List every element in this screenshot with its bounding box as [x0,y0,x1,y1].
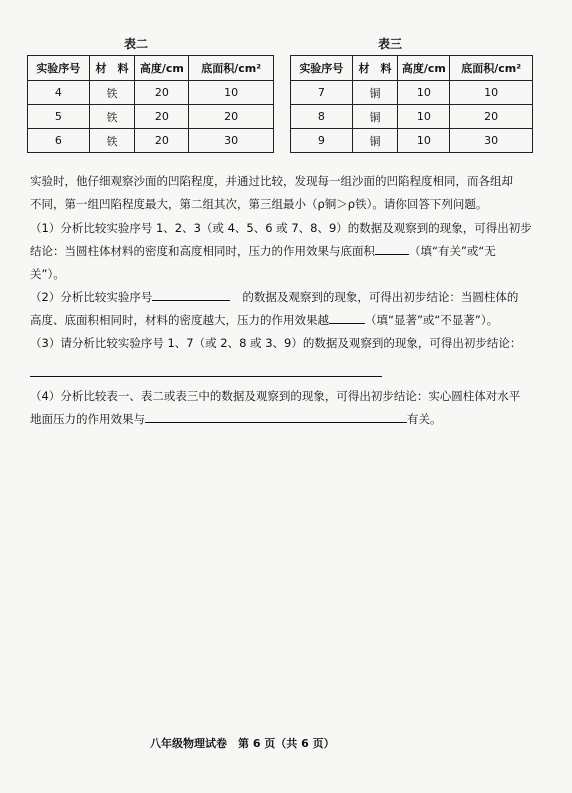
table3-cell: 10 [398,129,450,153]
table3-cell: 9 [291,129,353,153]
table2-cell: 铁 [89,129,135,153]
q4-line: （4）分析比较表一、表二或表三中的数据及观察到的现象，可得出初步结论：实心圆柱体对水平 [30,389,521,403]
table3-cell: 铜 [352,129,398,153]
table2-header-cell: 高度/cm [135,56,189,81]
table2-cell: 铁 [89,81,135,105]
table2-cell: 30 [189,129,274,153]
table-row [28,105,274,129]
table3-cell: 铜 [352,81,398,105]
table3-cell: 30 [450,129,533,153]
table3-cell: 7 [291,81,353,105]
table3-cell: 10 [450,81,533,105]
q1-line [30,240,555,263]
table2-cell: 20 [135,105,189,129]
q4-text: 地面压力的作用效果与 [30,412,145,426]
q2-text: （填“显著”或“不显著”）。 [365,313,499,327]
table2-cell: 20 [135,81,189,105]
table2-cell: 20 [135,129,189,153]
question-1 [30,217,555,286]
q1-line: 关”）。 [30,267,65,281]
q1-line: （1）分析比较实验序号 1、2、3（或 4、5、6 或 7、8、9）的数据及观察到的现象，可得出初步 [30,221,532,235]
page-footer: 八年级物理试卷 第 6 页（共 6 页） [150,737,335,750]
table-row [291,129,533,153]
table2-cell: 4 [28,81,90,105]
table3 [290,55,533,153]
table3-header-cell: 底面积/cm² [450,56,533,81]
table3-cell: 10 [398,81,450,105]
table2-header-cell: 实验序号 [28,56,90,81]
intro-line: 不同，第一组凹陷程度最大，第二组其次，第三组最小（ρ铜＞ρ铁）。请你回答下列问题。 [30,197,488,211]
table2-caption: 表二 [124,37,149,51]
question-4 [30,385,555,431]
q4-line [30,408,555,431]
q3-answer-blank[interactable] [30,362,382,377]
q3-line: （3）请分析比较实验序号 1、7（或 2、8 或 3、9）的数据及观察到的现象，可得出初步结论： [30,336,522,350]
q2-line [30,309,555,332]
table3-header-cell: 材 料 [352,56,398,81]
q1-text: 结论：当圆柱体材料的密度和高度相同时，压力的作用效果与底面积 [30,244,375,258]
table3-cell: 20 [450,105,533,129]
q2-line [30,286,555,309]
q2-text: （2）分析比较实验序号 [30,290,153,304]
table3-header-cell: 实验序号 [291,56,353,81]
question-3 [30,332,555,355]
q2-answer-blank-2[interactable] [329,309,365,324]
table-row [291,105,533,129]
table3-header-row [291,56,533,81]
table2 [27,55,274,153]
table3-cell: 铜 [352,105,398,129]
table-row [28,129,274,153]
table3-cell: 10 [398,105,450,129]
table-row [291,81,533,105]
q1-answer-blank[interactable] [375,240,409,255]
table3-caption: 表三 [378,37,403,51]
q4-answer-blank[interactable] [145,408,407,423]
table2-header-cell: 底面积/cm² [189,56,274,81]
q4-text: 有关。 [407,412,442,426]
intro-paragraph [30,170,555,216]
table3-header-cell: 高度/cm [398,56,450,81]
q2-text: 高度、底面积相同时，材料的密度越大，压力的作用效果越 [30,313,329,327]
table2-cell: 铁 [89,105,135,129]
table2-cell: 5 [28,105,90,129]
table2-cell: 6 [28,129,90,153]
question-2 [30,286,555,332]
intro-line: 实验时，他仔细观察沙面的凹陷程度，并通过比较，发现每一组沙面的凹陷程度相同，而各组却 [30,174,513,188]
table3-cell: 8 [291,105,353,129]
table2-cell: 20 [189,105,274,129]
table-row [28,81,274,105]
q1-text: （填“有关”或“无 [409,244,496,258]
table2-header-cell: 材 料 [89,56,135,81]
table2-header-row [28,56,274,81]
q2-text: 的数据及观察到的现象，可得出初步结论：当圆柱体的 [242,290,519,304]
table2-cell: 10 [189,81,274,105]
q2-answer-blank-1[interactable] [152,286,230,301]
